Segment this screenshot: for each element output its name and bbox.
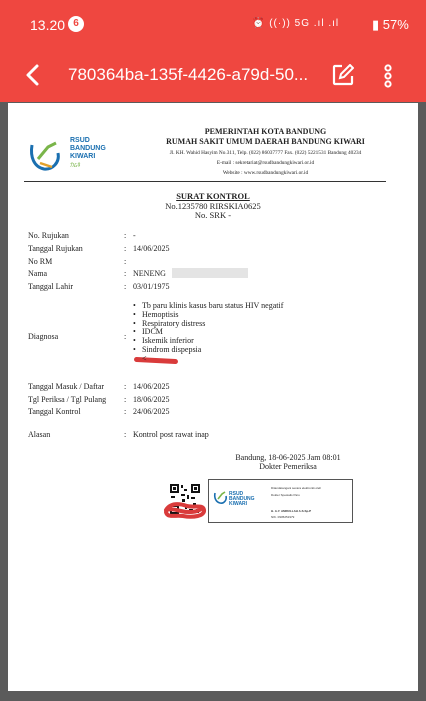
letterhead <box>118 127 413 176</box>
diagnosis-text: Tb paru klinis kasus baru status HIV negatif <box>142 301 284 310</box>
bullet-icon: • <box>133 318 136 328</box>
back-arrow-icon[interactable] <box>22 62 44 88</box>
diagnosis-text: Respiratory distress <box>142 318 206 328</box>
field-value: NENENG <box>133 269 166 278</box>
bullet-icon: • <box>133 301 136 310</box>
diagnosis-text: Hemoptisis <box>142 309 179 319</box>
esign-nip: NIK. 0905251979 <box>271 515 295 519</box>
bullet-icon: • <box>133 345 136 354</box>
field-value: 14/06/2025 <box>133 382 170 391</box>
document-title: 780364ba-135f-4426-a79d-50... <box>68 65 309 84</box>
letterhead-address: Jl. KH. Wahid Hasyim No.311, Telp. (022) 86037777 Fax. (022) 5221531 Bandung 40234 <box>169 150 362 156</box>
diagnosis-text: IDCM <box>142 327 163 337</box>
field-value: 14/06/2025 <box>133 244 170 253</box>
redaction-mark <box>134 357 178 364</box>
esign-signer: H. A.Y. AMRULLAH A.S.Sp.P <box>271 509 312 513</box>
redacted-name-blur <box>172 268 248 278</box>
more-options-icon[interactable] <box>380 64 396 88</box>
signature-role: Dokter Pemeriksa <box>259 462 317 471</box>
field-label: Tanggal Kontrol <box>28 407 81 416</box>
bullet-icon: • <box>133 309 136 319</box>
letterhead-email: E-mail : sekretariat@rsudbandungkiwari.or.id <box>216 160 315 166</box>
document-page <box>8 103 418 691</box>
esign-note: Ditandatangani secara elektronik oleh <box>271 486 322 490</box>
diagnosis-text: < <box>142 353 147 363</box>
rsud-logo-icon <box>26 137 66 177</box>
bullet-icon: • <box>133 336 136 346</box>
field-label: No RM <box>28 257 53 266</box>
field-value: Kontrol post rawat inap <box>133 430 209 439</box>
letterhead-government: PEMERINTAH KOTA BANDUNG <box>204 127 327 136</box>
field-colon: : <box>124 332 127 341</box>
diagnosis-text: Iskemik inferior <box>142 336 194 346</box>
red-scribble-redaction <box>163 500 207 520</box>
signature-place-date: Bandung, 18-06-2025 Jam 08:01 <box>235 453 341 462</box>
logo-name-small: RSUD BANDUNG KIWARI <box>229 491 255 507</box>
field-label: No. Rujukan <box>28 231 69 240</box>
system-status-icons: ⏰ ((·)) 5G .ıl .ıl <box>252 18 340 29</box>
field-label: Tanggal Masuk / Daftar <box>28 382 105 391</box>
field-label: Tanggal Lahir <box>28 282 73 291</box>
field-label: Alasan <box>28 430 51 439</box>
srk-number: No. SRK - <box>194 210 232 220</box>
field-value: 03/01/1975 <box>133 282 170 291</box>
edit-icon[interactable] <box>332 64 354 86</box>
app-toolbar <box>0 50 426 102</box>
letter-title: SURAT KONTROL <box>176 191 250 201</box>
field-value: 24/06/2025 <box>133 407 170 416</box>
field-value: - <box>133 231 136 240</box>
field-value: 18/06/2025 <box>133 395 170 404</box>
field-colon: : <box>124 395 127 404</box>
field-colon: : <box>124 269 127 278</box>
field-colon: : <box>124 244 127 253</box>
letterhead-divider <box>24 181 386 182</box>
field-colon: : <box>124 282 127 291</box>
letterhead-website: Website : www.rsudbandungkiwari.or.id <box>222 170 309 176</box>
diagnosis-text: Sindrom dispepsia <box>142 345 202 354</box>
field-label: Diagnosa <box>28 332 59 341</box>
field-label: Tanggal Rujukan <box>28 244 83 253</box>
field-colon: : <box>124 257 127 266</box>
status-bar <box>0 0 426 50</box>
logo-name: RSUD BANDUNG KIWARI <box>70 137 106 160</box>
bullet-icon: • <box>133 327 136 337</box>
field-colon: : <box>124 382 127 391</box>
logo-tagline: ᮊᮤᮝᮛᮤ <box>70 163 81 169</box>
letter-number: No.1235780 RIRSKIA0625 <box>165 201 261 211</box>
esign-specialty: Dokter Spesialis Paru <box>271 493 300 497</box>
battery-indicator: ▮ 57% <box>372 17 409 32</box>
notification-badge-icon: 6 <box>68 16 84 32</box>
field-colon: : <box>124 407 127 416</box>
rsud-logo-small-icon <box>213 490 229 506</box>
electronic-signature-box <box>208 479 353 523</box>
field-label: Nama <box>28 269 48 278</box>
letterhead-hospital: RUMAH SAKIT UMUM DAERAH BANDUNG KIWARI <box>166 137 365 146</box>
field-colon: : <box>124 231 127 240</box>
field-colon: : <box>124 430 127 439</box>
field-label: Tgl Periksa / Tgl Pulang <box>28 395 107 404</box>
clock: 13.20 <box>30 17 66 33</box>
